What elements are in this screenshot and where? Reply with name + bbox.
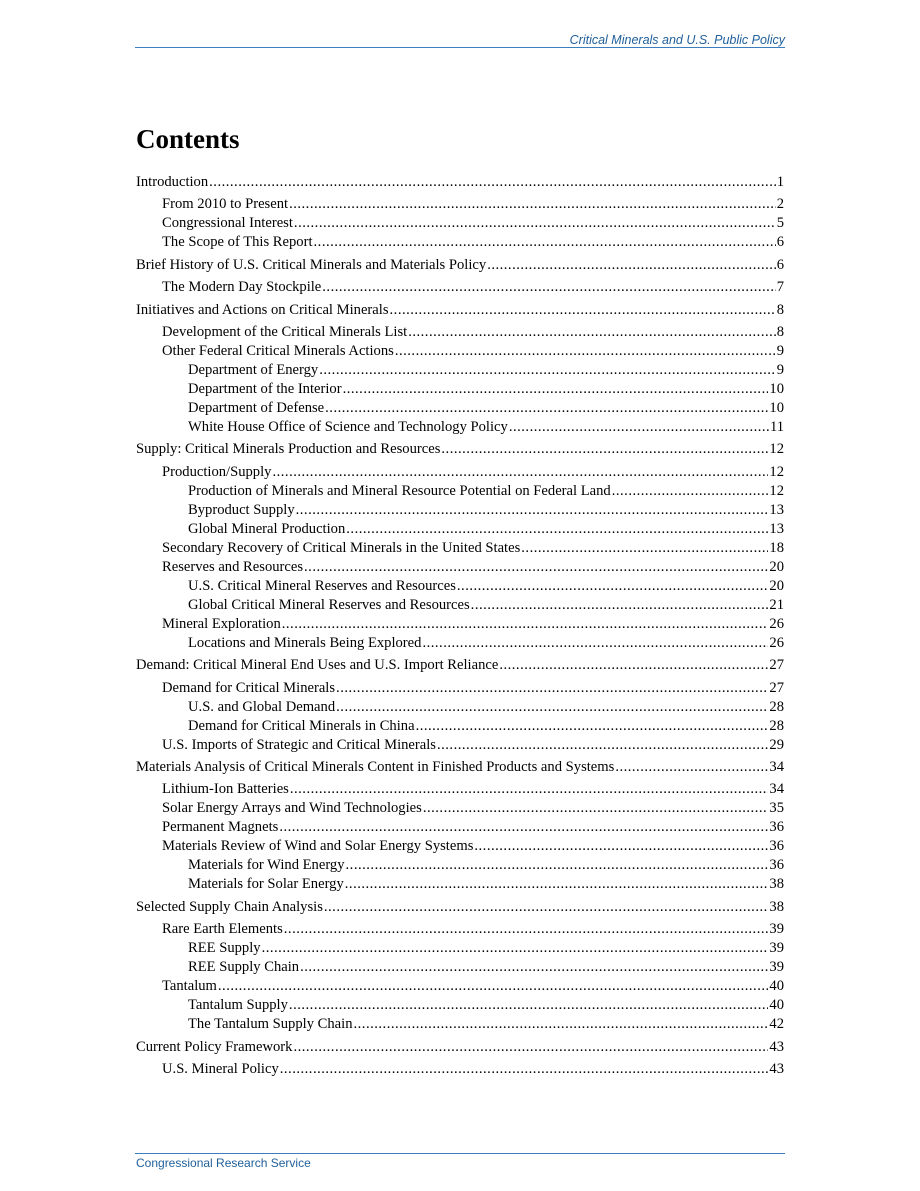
toc-entry-title: Materials for Solar Energy bbox=[188, 876, 344, 893]
toc-entry-title: White House Office of Science and Technology Policy bbox=[188, 419, 508, 435]
toc-dot-leader bbox=[319, 361, 775, 380]
toc-dot-leader bbox=[280, 1060, 769, 1079]
toc-entry-title: Production of Minerals and Mineral Resource Potential on Federal Land bbox=[188, 482, 611, 499]
toc-entry-title: Production/Supply bbox=[162, 463, 272, 480]
toc-entry-page: 1 bbox=[776, 174, 784, 190]
toc-entry-title: U.S. Critical Mineral Reserves and Resources bbox=[188, 577, 456, 594]
toc-entry-title: Supply: Critical Minerals Production and Resources bbox=[136, 441, 441, 458]
toc-entry[interactable] bbox=[188, 399, 784, 418]
toc-entry-page: 34 bbox=[769, 781, 784, 798]
toc-entry[interactable] bbox=[162, 679, 784, 698]
toc-entry-title: Tantalum Supply bbox=[188, 997, 288, 1014]
toc-entry-page: 36 bbox=[769, 838, 784, 855]
toc-entry-title: Demand for Critical Minerals in China bbox=[188, 717, 415, 734]
toc-dot-leader bbox=[279, 818, 768, 837]
toc-entry-title: Department of Defense bbox=[188, 400, 325, 416]
toc-entry-page: 8 bbox=[776, 301, 784, 318]
toc-entry-page: 2 bbox=[776, 196, 784, 213]
toc-entry-page: 36 bbox=[769, 857, 784, 874]
toc-entry-title: REE Supply bbox=[188, 940, 261, 957]
toc-dot-leader bbox=[293, 1038, 768, 1057]
toc-entry-page: 20 bbox=[769, 577, 784, 594]
toc-entry-title: Global Critical Mineral Reserves and Resources bbox=[188, 596, 470, 613]
toc-entry-page: 21 bbox=[769, 596, 784, 613]
toc-entry-title: Tantalum bbox=[162, 978, 217, 995]
toc-dot-leader bbox=[289, 195, 776, 214]
toc-entry-title: Materials Review of Wind and Solar Energy Systems bbox=[162, 838, 474, 855]
toc-entry-page: 8 bbox=[776, 324, 784, 340]
toc-entry[interactable] bbox=[136, 656, 784, 675]
toc-entry[interactable] bbox=[136, 301, 784, 320]
toc-entry-title: Introduction bbox=[136, 174, 209, 190]
toc-entry[interactable] bbox=[136, 758, 784, 777]
toc-dot-leader bbox=[390, 301, 776, 320]
toc-entry-page: 40 bbox=[769, 978, 784, 995]
toc-entry-page: 38 bbox=[769, 898, 784, 915]
toc-entry[interactable] bbox=[188, 856, 784, 875]
toc-dot-leader bbox=[345, 875, 769, 894]
toc-entry-page: 28 bbox=[769, 698, 784, 715]
toc-entry[interactable] bbox=[188, 482, 784, 501]
toc-entry[interactable] bbox=[162, 1060, 784, 1079]
contents-heading: Contents bbox=[136, 124, 240, 154]
toc-entry-title: U.S. Mineral Policy bbox=[162, 1061, 279, 1077]
toc-entry[interactable] bbox=[188, 958, 784, 977]
toc-entry[interactable] bbox=[162, 615, 784, 634]
toc-entry[interactable] bbox=[136, 1038, 784, 1057]
toc-dot-leader bbox=[408, 323, 776, 342]
toc-entry-page: 39 bbox=[769, 959, 784, 976]
toc-entry-title: Materials Analysis of Critical Minerals Content in Finished Products and Systems bbox=[136, 759, 615, 775]
toc-entry-page: 42 bbox=[769, 1016, 784, 1033]
toc-entry-page: 11 bbox=[769, 419, 784, 435]
toc-entry[interactable] bbox=[188, 520, 784, 539]
toc-entry-title: Mineral Exploration bbox=[162, 615, 281, 632]
toc-entry-page: 26 bbox=[769, 634, 784, 651]
toc-entry[interactable] bbox=[162, 780, 784, 799]
toc-entry[interactable] bbox=[188, 996, 784, 1015]
toc-entry-title: The Tantalum Supply Chain bbox=[188, 1016, 353, 1033]
toc-entry[interactable] bbox=[188, 501, 784, 520]
toc-dot-leader bbox=[354, 1015, 769, 1034]
toc-entry[interactable] bbox=[188, 634, 784, 653]
toc-dot-leader bbox=[423, 799, 769, 818]
toc-entry-page: 12 bbox=[769, 463, 784, 480]
toc-entry[interactable] bbox=[162, 818, 784, 837]
toc-dot-leader bbox=[284, 920, 769, 939]
toc-entry[interactable] bbox=[162, 736, 784, 755]
toc-entry-title: U.S. Imports of Strategic and Critical Minerals bbox=[162, 736, 436, 753]
toc-entry-title: REE Supply Chain bbox=[188, 959, 300, 976]
toc-entry-title: Other Federal Critical Minerals Actions bbox=[162, 343, 394, 359]
toc-entry[interactable] bbox=[188, 380, 784, 399]
toc-dot-leader bbox=[282, 615, 769, 634]
toc-entry-page: 26 bbox=[769, 615, 784, 632]
toc-entry[interactable] bbox=[188, 875, 784, 894]
toc-dot-leader bbox=[289, 996, 768, 1015]
toc-entry-title: Selected Supply Chain Analysis bbox=[136, 898, 323, 915]
toc-entry[interactable] bbox=[162, 233, 784, 252]
toc-dot-leader bbox=[296, 501, 769, 520]
toc-entry-page: 18 bbox=[769, 539, 784, 556]
toc-entry-title: Rare Earth Elements bbox=[162, 921, 283, 938]
toc-entry-page: 6 bbox=[776, 234, 784, 251]
toc-entry[interactable] bbox=[188, 1015, 784, 1034]
toc-entry[interactable] bbox=[162, 837, 784, 856]
toc-entry-page: 27 bbox=[769, 679, 784, 696]
toc-entry-title: Lithium-Ion Batteries bbox=[162, 781, 289, 798]
toc-entry-title: U.S. and Global Demand bbox=[188, 698, 336, 715]
toc-dot-leader bbox=[416, 717, 769, 736]
toc-dot-leader bbox=[314, 233, 776, 252]
toc-dot-leader bbox=[300, 958, 768, 977]
toc-dot-leader bbox=[615, 758, 768, 777]
toc-entry[interactable] bbox=[162, 342, 784, 361]
toc-entry-page: 29 bbox=[769, 736, 784, 753]
toc-entry-page: 34 bbox=[769, 759, 784, 775]
toc-entry-title: The Scope of This Report bbox=[162, 234, 313, 251]
toc-entry-title: Initiatives and Actions on Critical Minerals bbox=[136, 301, 389, 318]
toc-entry-title: Byproduct Supply bbox=[188, 501, 295, 518]
toc-dot-leader bbox=[509, 418, 769, 437]
toc-dot-leader bbox=[324, 898, 769, 917]
toc-entry-page: 38 bbox=[769, 876, 784, 893]
toc-entry-page: 36 bbox=[769, 819, 784, 836]
toc-dot-leader bbox=[474, 837, 768, 856]
toc-dot-leader bbox=[612, 482, 769, 501]
toc-entry-page: 13 bbox=[769, 520, 784, 537]
toc-entry-page: 43 bbox=[769, 1038, 784, 1055]
footer-rule bbox=[135, 1153, 785, 1154]
toc-entry[interactable] bbox=[162, 558, 784, 577]
toc-entry-page: 12 bbox=[769, 441, 784, 458]
toc-entry[interactable] bbox=[136, 440, 784, 459]
toc-entry[interactable] bbox=[162, 323, 784, 342]
toc-entry[interactable] bbox=[136, 898, 784, 917]
toc-dot-leader bbox=[336, 698, 768, 717]
header-rule bbox=[135, 47, 785, 48]
toc-entry[interactable] bbox=[188, 698, 784, 717]
toc-dot-leader bbox=[294, 214, 776, 233]
toc-dot-leader bbox=[422, 634, 768, 653]
toc-entry-page: 28 bbox=[769, 717, 784, 734]
toc-dot-leader bbox=[272, 463, 768, 482]
toc-entry-page: 27 bbox=[769, 657, 784, 674]
toc-entry[interactable] bbox=[162, 799, 784, 818]
toc-entry-page: 9 bbox=[776, 343, 784, 359]
toc-dot-leader bbox=[336, 679, 768, 698]
toc-entry-title: Permanent Magnets bbox=[162, 819, 279, 836]
toc-entry-title: Development of the Critical Minerals List bbox=[162, 324, 408, 340]
toc-entry[interactable] bbox=[188, 418, 784, 437]
toc-entry-title: Global Mineral Production bbox=[188, 520, 346, 537]
toc-entry-title: Demand: Critical Mineral End Uses and U.S. Import Reliance bbox=[136, 657, 499, 674]
toc-entry-page: 9 bbox=[776, 362, 784, 378]
toc-entry-page: 40 bbox=[769, 997, 784, 1014]
toc-entry-title: Solar Energy Arrays and Wind Technologies bbox=[162, 800, 422, 817]
toc-entry-title: Congressional Interest bbox=[162, 215, 293, 232]
toc-dot-leader bbox=[304, 558, 768, 577]
toc-dot-leader bbox=[262, 939, 769, 958]
toc-entry-page: 12 bbox=[769, 482, 784, 499]
toc-entry[interactable] bbox=[162, 463, 784, 482]
toc-entry-page: 43 bbox=[769, 1061, 784, 1077]
toc-entry[interactable] bbox=[188, 717, 784, 736]
toc-entry-title: Reserves and Resources bbox=[162, 558, 304, 575]
toc-entry-title: From 2010 to Present bbox=[162, 196, 289, 213]
toc-entry-title: Secondary Recovery of Critical Minerals in the United States bbox=[162, 539, 521, 556]
toc-entry-title: Brief History of U.S. Critical Minerals and Materials Policy bbox=[136, 256, 487, 273]
toc-entry-page: 7 bbox=[776, 279, 784, 296]
toc-entry-page: 20 bbox=[769, 558, 784, 575]
toc-dot-leader bbox=[346, 856, 769, 875]
toc-entry[interactable] bbox=[162, 539, 784, 558]
toc-entry[interactable] bbox=[136, 256, 784, 275]
toc-entry[interactable] bbox=[188, 577, 784, 596]
running-header-title: Critical Minerals and U.S. Public Policy bbox=[569, 33, 785, 47]
toc-dot-leader bbox=[499, 656, 768, 675]
toc-dot-leader bbox=[209, 173, 776, 192]
toc-entry[interactable] bbox=[136, 173, 784, 192]
toc-entry-page: 6 bbox=[776, 256, 784, 273]
toc-entry[interactable] bbox=[188, 596, 784, 615]
toc-entry[interactable] bbox=[162, 214, 784, 233]
toc-entry[interactable] bbox=[162, 977, 784, 996]
toc-dot-leader bbox=[346, 520, 768, 539]
toc-entry-page: 13 bbox=[769, 501, 784, 518]
toc-entry[interactable] bbox=[162, 920, 784, 939]
toc-dot-leader bbox=[457, 577, 769, 596]
toc-entry[interactable] bbox=[162, 278, 784, 297]
toc-entry-page: 39 bbox=[769, 921, 784, 938]
toc-dot-leader bbox=[437, 736, 768, 755]
toc-dot-leader bbox=[487, 256, 776, 275]
toc-dot-leader bbox=[395, 342, 776, 361]
toc-entry[interactable] bbox=[188, 939, 784, 958]
toc-entry-page: 10 bbox=[769, 381, 784, 397]
toc-entry-page: 10 bbox=[769, 400, 784, 416]
toc-entry-page: 39 bbox=[769, 940, 784, 957]
toc-entry-title: The Modern Day Stockpile bbox=[162, 279, 322, 296]
toc-entry-title: Materials for Wind Energy bbox=[188, 857, 345, 874]
toc-dot-leader bbox=[441, 440, 768, 459]
toc-entry[interactable] bbox=[162, 195, 784, 214]
toc-dot-leader bbox=[322, 278, 775, 297]
toc-entry-title: Department of Energy bbox=[188, 362, 319, 378]
footer-organization: Congressional Research Service bbox=[136, 1156, 311, 1170]
toc-entry-page: 35 bbox=[769, 800, 784, 817]
toc-entry-title: Department of the Interior bbox=[188, 381, 342, 397]
toc-dot-leader bbox=[471, 596, 769, 615]
toc-entry[interactable] bbox=[188, 361, 784, 380]
toc-entry-title: Locations and Minerals Being Explored bbox=[188, 634, 422, 651]
toc-dot-leader bbox=[218, 977, 769, 996]
toc-dot-leader bbox=[343, 380, 769, 399]
toc-dot-leader bbox=[521, 539, 768, 558]
toc-dot-leader bbox=[290, 780, 769, 799]
toc-entry-title: Demand for Critical Minerals bbox=[162, 679, 336, 696]
toc-entry-title: Current Policy Framework bbox=[136, 1038, 293, 1055]
toc-dot-leader bbox=[325, 399, 768, 418]
toc-entry-page: 5 bbox=[776, 215, 784, 232]
